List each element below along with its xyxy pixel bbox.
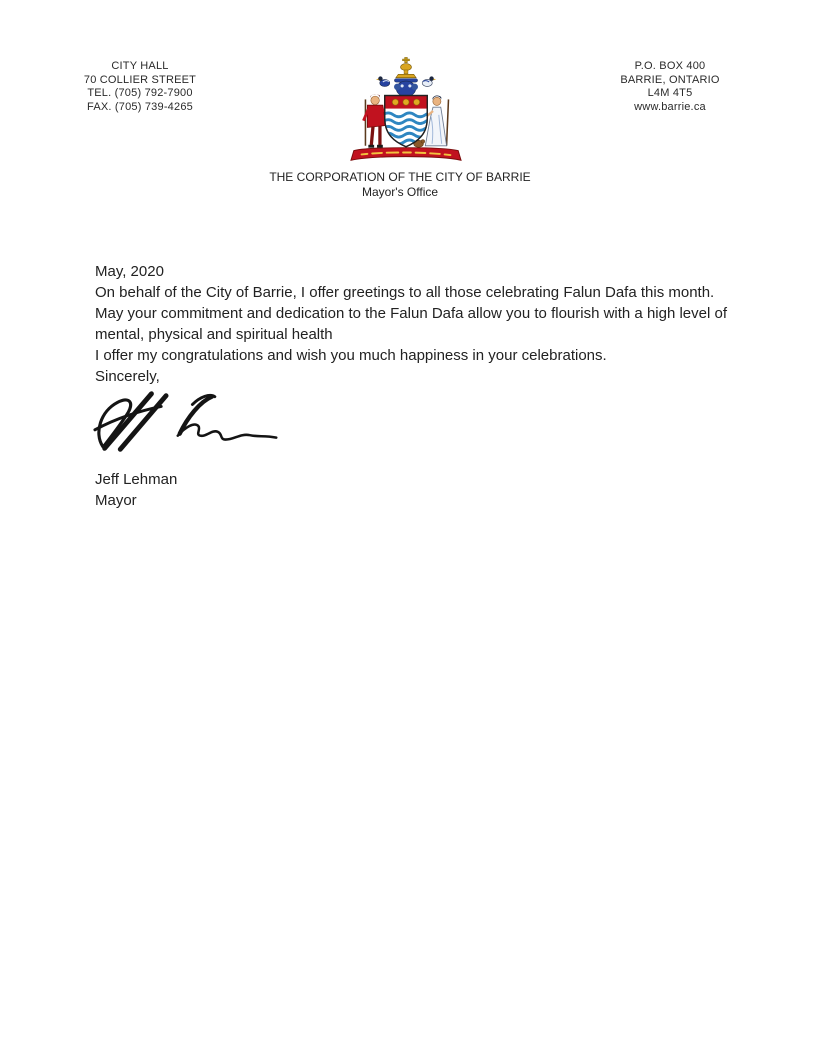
signer-name: Jeff Lehman (95, 471, 178, 488)
org-caption (0, 170, 800, 200)
right-bird (422, 76, 436, 86)
postal-line: L4M 4T5 (647, 87, 693, 99)
closing-line: Sincerely, (95, 368, 160, 385)
signer-title: Mayor (95, 492, 137, 509)
pobox-line: P.O. BOX 400 (634, 60, 706, 72)
fax-line: FAX. (705) 739-4265 (87, 100, 193, 113)
paragraph-congratulations: I offer my congratulations and wish you much happiness in your celebrations. (95, 347, 607, 364)
crest-top (376, 57, 436, 96)
signer-block (95, 469, 727, 511)
paragraph-commitment: May your commitment and dedication to the Falun Dafa allow you to flourish with a high level of mental, physical and spiritual health (95, 305, 727, 343)
motto-ribbon (351, 148, 461, 161)
office-name: Mayor's Office (361, 185, 439, 199)
cityhall-address-block (55, 60, 225, 114)
city-line: BARRIE, ONTARIO (620, 73, 720, 86)
right-supporter (425, 96, 448, 146)
letter-body (95, 261, 727, 511)
org-name: THE CORPORATION OF THE CITY OF BARRIE (269, 170, 531, 184)
mailing-address-block (585, 60, 755, 114)
coat-of-arms-icon (350, 56, 462, 166)
left-bird (376, 76, 390, 86)
date-line: May, 2020 (95, 263, 164, 280)
website-line: www.barrie.ca (634, 100, 706, 113)
signature-icon (91, 387, 286, 459)
phone-line: TEL. (705) 792-7900 (87, 87, 193, 99)
paragraph-greeting: On behalf of the City of Barrie, I offer greetings to all those celebrating Falun Dafa this month. (95, 284, 715, 301)
address-line: 70 COLLIER STREET (83, 73, 197, 86)
address-line: CITY HALL (111, 60, 169, 72)
signature (91, 387, 286, 459)
